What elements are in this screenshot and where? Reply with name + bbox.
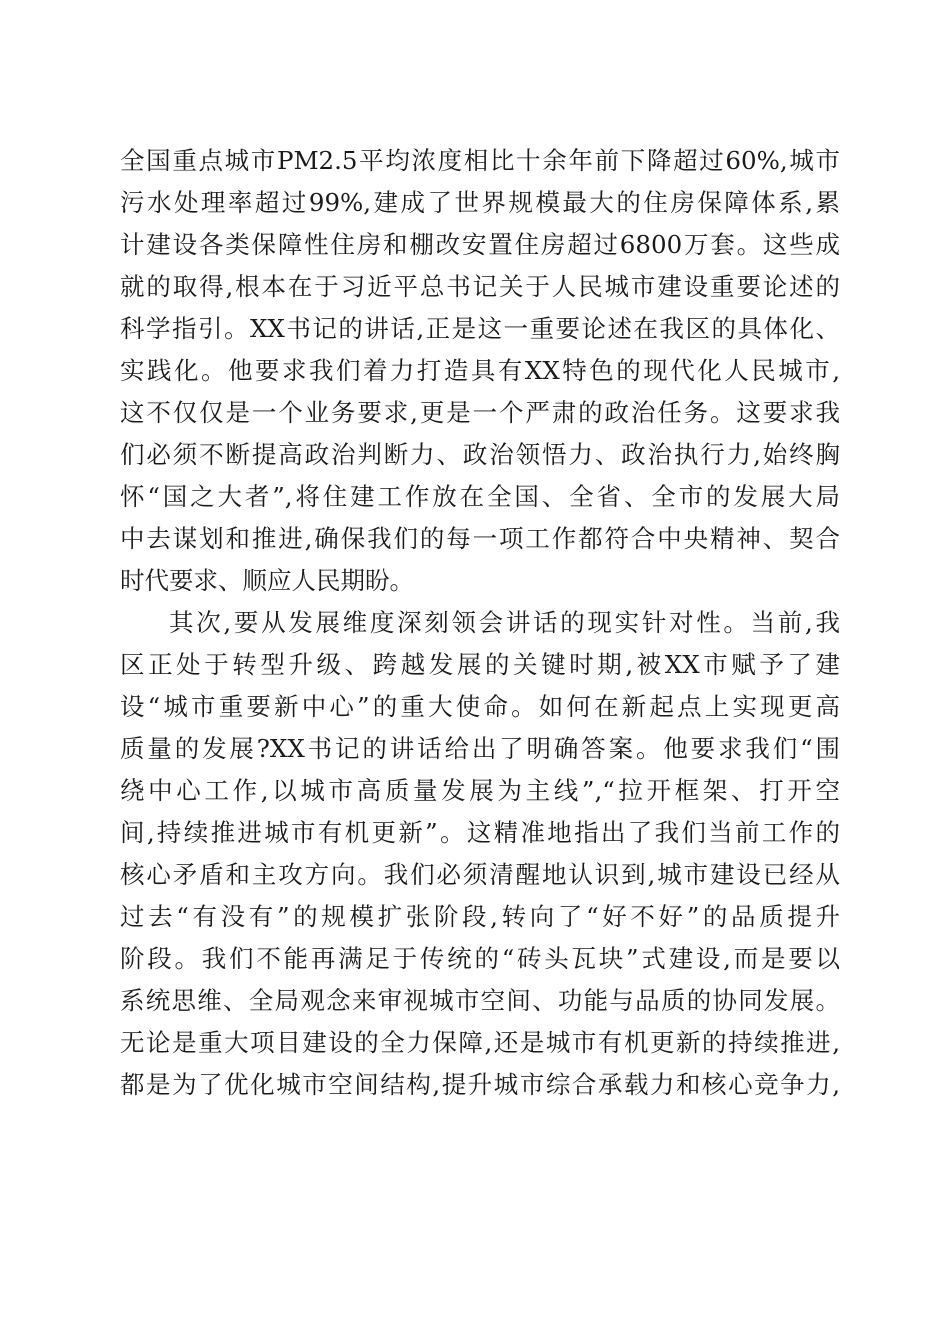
paragraph-line: 污水处理率超过99%,建成了世界规模最大的住房保障体系,累	[120, 188, 840, 217]
paragraph-line: 无论是重大项目建设的全力保障,还是城市有机更新的持续推进,	[120, 1028, 840, 1057]
paragraph-line: 区正处于转型升级、跨越发展的关键时期,被XX市赋予了建	[120, 650, 840, 679]
paragraph-line: 就的取得,根本在于习近平总书记关于人民城市建设重要论述的	[120, 272, 840, 301]
paragraph-line: 系统思维、全局观念来审视城市空间、功能与品质的协同发展。	[120, 986, 840, 1015]
paragraph-line: 设“城市重要新中心”的重大使命。如何在新起点上实现更高	[120, 692, 840, 721]
paragraph-line: 中去谋划和推进,确保我们的每一项工作都符合中央精神、契合	[120, 524, 840, 553]
paragraph-line: 过去“有没有”的规模扩张阶段,转向了“好不好”的品质提升	[120, 902, 840, 931]
paragraph-line: 其次,要从发展维度深刻领会讲话的现实针对性。当前,我	[169, 608, 840, 637]
paragraph-line: 们必须不断提高政治判断力、政治领悟力、政治执行力,始终胸	[120, 440, 840, 469]
paragraph-line: 时代要求、顺应人民期盼。	[120, 566, 414, 595]
paragraph-line: 实践化。他要求我们着力打造具有XX特色的现代化人民城市,	[120, 356, 840, 385]
paragraph-line: 质量的发展?XX书记的讲话给出了明确答案。他要求我们“围	[120, 734, 840, 763]
paragraph-2	[120, 602, 840, 1106]
paragraph-line: 阶段。我们不能再满足于传统的“砖头瓦块”式建设,而是要以	[120, 944, 840, 973]
paragraph-1	[120, 140, 840, 602]
paragraph-line: 绕中心工作,以城市高质量发展为主线”,“拉开框架、打开空	[120, 776, 840, 805]
paragraph-line: 怀“国之大者”,将住建工作放在全国、全省、全市的发展大局	[120, 482, 840, 511]
paragraph-line: 核心矛盾和主攻方向。我们必须清醒地认识到,城市建设已经从	[120, 860, 840, 889]
paragraph-line: 都是为了优化城市空间结构,提升城市综合承载力和核心竞争力,	[120, 1070, 840, 1099]
document-body	[120, 140, 840, 1106]
paragraph-line: 科学指引。XX书记的讲话,正是这一重要论述在我区的具体化、	[120, 314, 840, 343]
paragraph-line: 计建设各类保障性住房和棚改安置住房超过6800万套。这些成	[120, 230, 840, 259]
paragraph-line: 全国重点城市PM2.5平均浓度相比十余年前下降超过60%,城市	[120, 146, 840, 175]
paragraph-line: 这不仅仅是一个业务要求,更是一个严肃的政治任务。这要求我	[120, 398, 840, 427]
paragraph-line: 间,持续推进城市有机更新”。这精准地指出了我们当前工作的	[120, 818, 840, 847]
